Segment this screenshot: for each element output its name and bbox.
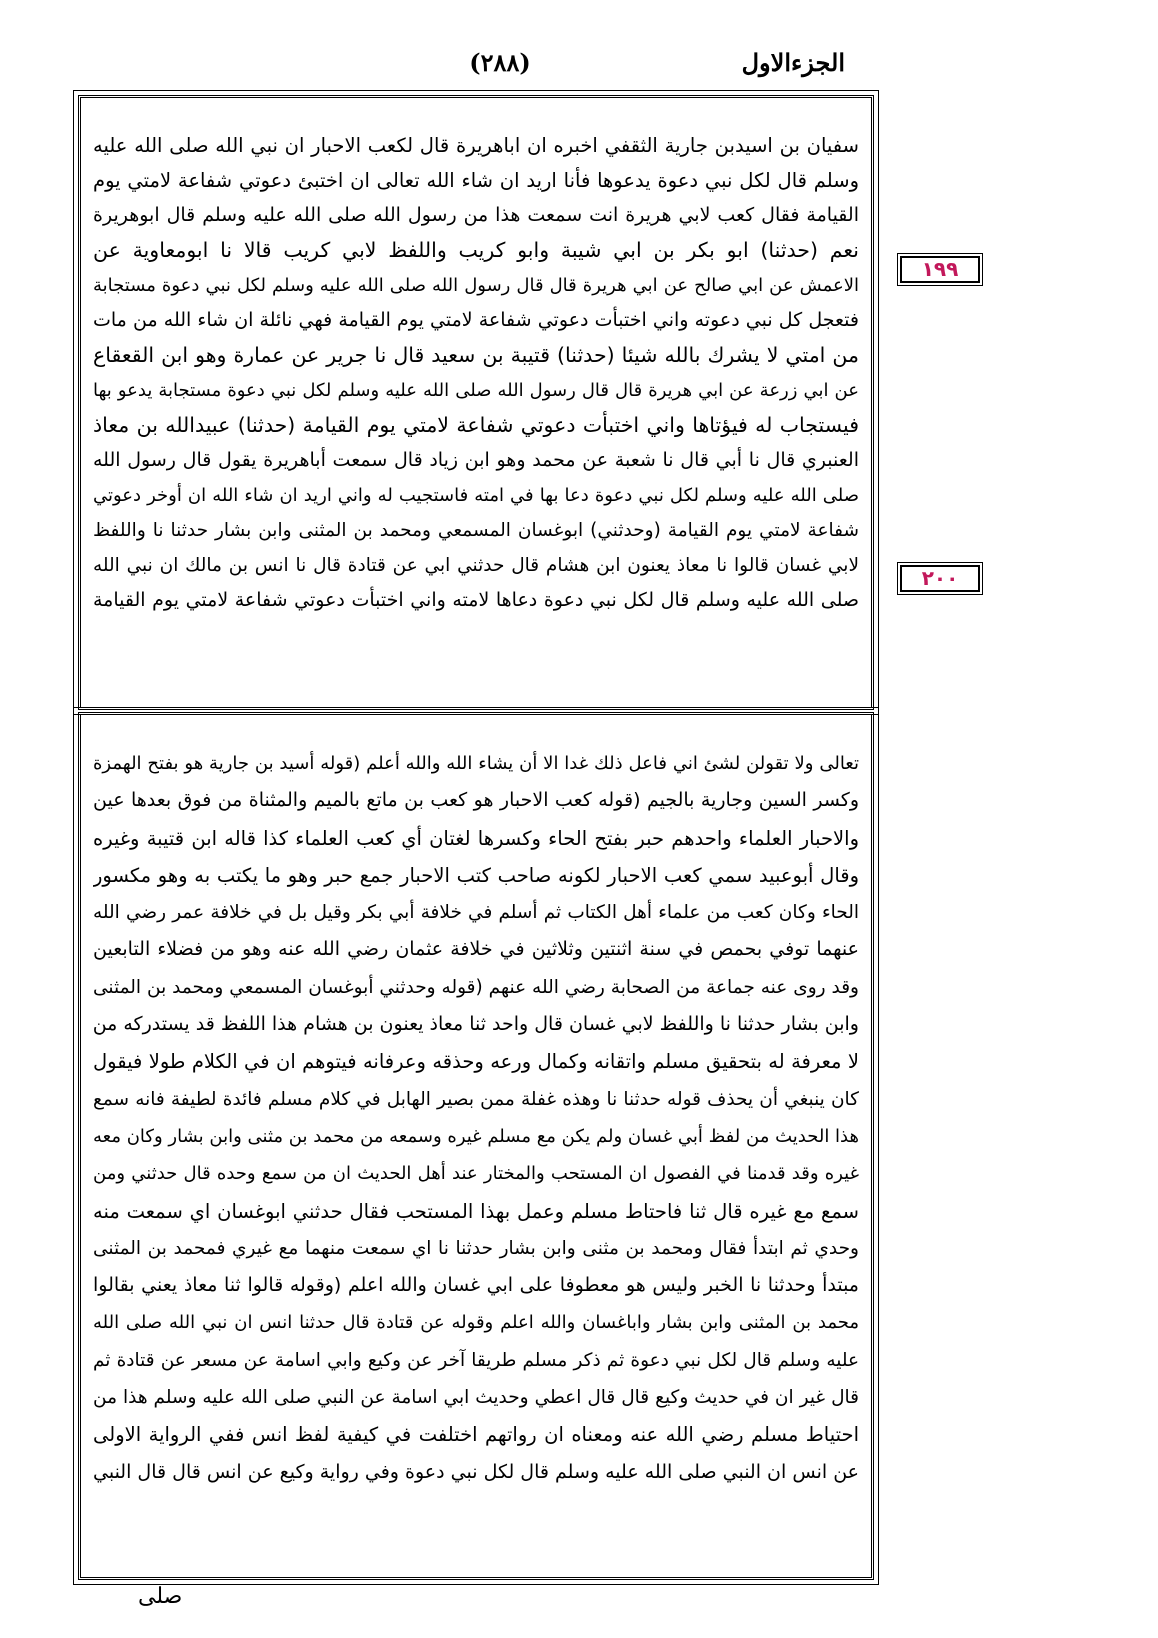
hadith-number-badge: ١٩٩ <box>900 256 980 283</box>
sharh-line: سمع مع غيره قال ثنا فاحتاط مسلم وعمل بهذا المستحب فقال حدثني ابوغسان اي سمعت منه <box>93 1199 859 1223</box>
sharh-line: وكسر السين وجارية بالجيم (قوله كعب الاحبار هو كعب بن ماتع بالميم والمثناة من فوق بعدها عين <box>93 789 859 812</box>
page-number: (٢٨٨) <box>469 48 531 77</box>
sharh-line: عنهما توفي بحمص في سنة اثنتين وثلاثين في خلافة عثمان رضي الله عنه وهو من فضلاء التابعين <box>93 938 859 961</box>
matn-line: من امتي لا يشرك بالله شيئا (حدثنا) قتيبة بن سعيد قال نا جرير عن عمارة وهو ابن القعقاع <box>93 343 859 367</box>
sharh-line: احتياط مسلم رضي الله عنه ومعناه ان رواتهم اختلفت في كيفية لفظ انس ففي الرواية الاولى <box>93 1423 859 1447</box>
matn-frame <box>78 95 874 710</box>
matn-text <box>93 128 859 697</box>
sharh-line: وقال أبوعبيد سمي كعب الاحبار لكونه صاحب كتب الاحبار جمع حبر وهو ما يكتب به وهو مكسور <box>93 863 859 887</box>
matn-line: سفيان بن اسيدبن جارية الثقفي اخبره ان اباهريرة قال لكعب الاحبار ان نبي الله صلى الله عليه <box>93 134 859 157</box>
matn-line: صلى الله عليه وسلم لكل نبي دعوة دعا بها في امته فاستجيب له واني اريد ان شاء الله ان أوخر دعوتي <box>93 485 859 506</box>
matn-line: عن ابي زرعة عن ابي هريرة قال قال رسول الله صلى الله عليه وسلم لكل نبي دعوة مستجابة يدعو بها <box>93 380 859 401</box>
sharh-line: وقد روى عنه جماعة من الصحابة رضي الله عنهم (قوله وحدثني أبوغسان المسمعي ومحمد بن المثنى <box>93 976 859 998</box>
sharh-line: تعالى ولا تقولن لشئ اني فاعل ذلك غدا الا أن يشاء الله والله أعلم (قوله أسيد بن جارية هو بفتح الهمزة <box>93 753 859 774</box>
sharh-line: والاحبار العلماء واحدهم حبر بفتح الحاء وكسرها لغتان أي كعب العلماء كذا قاله ابن قتيبة وغيره <box>93 826 859 850</box>
matn-line: نعم (حدثنا) ابو بكر بن ابي شيبة وابو كريب واللفظ لابي كريب قالا نا ابومعاوية عن <box>93 238 859 262</box>
matn-line: شفاعة لامتي يوم القيامة (وحدثني) ابوغسان المسمعي ومحمد بن المثنى وابن بشار حدثنا نا واللفظ <box>93 520 859 541</box>
sharh-line: لا معرفة له بتحقيق مسلم واتقانه وكمال ورعه وحذقه وعرفانه فيتوهم ان في الكلام طولا فيقول <box>93 1050 859 1074</box>
sharh-line: قال غير ان في حديث وكيع قال قال اعطي وحديث ابي اسامة عن النبي صلى الله عليه وسلم هذا من <box>93 1387 859 1409</box>
matn-line: وسلم قال لكل نبي دعوة يدعوها فأنا اريد ان شاء الله تعالى ان اختبئ دعوتي شفاعة لامتي يوم <box>93 169 859 192</box>
catchword: صلى <box>138 1584 183 1609</box>
sharh-line: عن انس ان النبي صلى الله عليه وسلم قال لكل نبي دعوة وفي رواية وكيع عن انس قال قال النبي <box>93 1460 859 1483</box>
sharh-line: وابن بشار حدثنا نا واللفظ لابي غسان قال واحد ثنا معاذ يعنون بن هشام هذا اللفظ قد يستدركه من <box>93 1013 859 1036</box>
matn-line: الاعمش عن ابي صالح عن ابي هريرة قال قال رسول الله صلى الله عليه وسلم لكل نبي دعوة مستجابة <box>93 275 859 296</box>
matn-line: القيامة فقال كعب لابي هريرة انت سمعت هذا من رسول الله صلى الله عليه وسلم قال ابوهريرة <box>93 204 859 226</box>
hadith-number-badge: ٢٠٠ <box>900 565 980 592</box>
matn-line: فيستجاب له فيؤتاها واني اختبأت دعوتي شفاعة لامتي يوم القيامة (حدثنا) عبيدالله بن معاذ <box>93 413 859 437</box>
sharh-line: وحدي ثم ابتدأ فقال ومحمد بن مثنى وابن بشار حدثنا نا اي سمعت منهما مع غيري فمحمد بن المثنى <box>93 1237 859 1259</box>
matn-line: فتعجل كل نبي دعوته واني اختبأت دعوتي شفاعة لامتي يوم القيامة فهي نائلة ان شاء الله من مات <box>93 309 859 331</box>
matn-line: صلى الله عليه وسلم قال لكل نبي دعوة دعاها لامته واني اختبأت دعوتي شفاعة لامتي يوم القيامة <box>93 589 859 611</box>
sharh-line: مبتدأ وحدثنا نا الخبر وليس هو معطوفا على ابي غسان والله اعلم (وقوله قالوا ثنا معاذ يعني بقالوا <box>93 1274 859 1297</box>
sharh-frame <box>78 712 874 1580</box>
sharh-line: غيره وقد قدمنا في الفصول ان المستحب والمختار عند أهل الحديث ان من سمع وحده قال حدثني ومن <box>93 1163 859 1185</box>
sharh-line: الحاء وكان كعب من علماء أهل الكتاب ثم أسلم في خلافة أبي بكر وقيل بل في خلافة عمر رضي الله <box>93 902 859 924</box>
sharh-text <box>93 745 859 1567</box>
sharh-line: هذا الحديث من لفظ أبي غسان ولم يكن مع مسلم غيره وسمعه من محمد بن مثنى وابن بشار وكان معه <box>93 1125 859 1147</box>
matn-line: العنبري قال نا أبي قال نا شعبة عن محمد وهو ابن زياد قال سمعت أباهريرة يقول قال رسول الله <box>93 449 859 471</box>
matn-line: لابي غسان قالوا نا معاذ يعنون ابن هشام قال حدثني ابي عن قتادة قال نا انس بن مالك ان نبي الله <box>93 555 859 576</box>
sharh-line: محمد بن المثنى وابن بشار واباغسان والله اعلم وقوله عن قتادة قال حدثنا انس ان نبي الله صلى الله <box>93 1312 859 1334</box>
sharh-line: عليه وسلم قال لكل نبي دعوة ثم ذكر مسلم طريقا آخر عن وكيع وابي اسامة عن مسعر عن قتادة ثم <box>93 1349 859 1371</box>
volume-title: الجزءالاول <box>741 48 845 77</box>
sharh-line: كان ينبغي أن يحذف قوله حدثنا نا وهذه غفلة ممن بصير الهابل في كلام مسلم فائدة لطيفة فانه سمع <box>93 1088 859 1110</box>
